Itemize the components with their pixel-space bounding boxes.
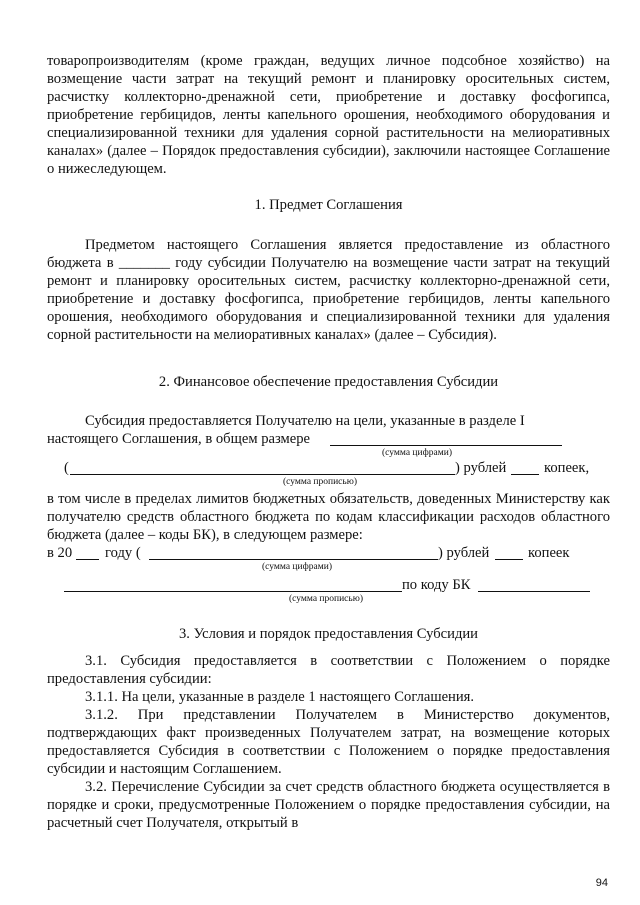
section-3-heading: 3. Условия и порядок предоставления Субсидии — [179, 626, 478, 642]
caption-sum-digits-1: (сумма цифрами) — [382, 448, 452, 458]
caption-sum-words-1: (сумма прописью) — [283, 477, 357, 487]
section-2-line-1: Субсидия предоставляется Получателю на цели, указанные в разделе I — [85, 413, 525, 429]
year-sum-blank — [149, 559, 438, 560]
page-number: 94 — [595, 877, 608, 889]
section-2-heading: 2. Финансовое обеспечение предоставления Субсидии — [158, 374, 499, 390]
line-3-kopecks: копеек, — [544, 460, 590, 476]
year-blank — [76, 559, 99, 560]
bk-label: по коду БК — [402, 577, 471, 593]
sum-words-blank-2 — [64, 591, 402, 592]
section-3-2: 3.2. Перечисление Субсидии за счет средств областного бюджета осуществляется в порядке и сроки, предусмотренные Положением о порядке предоставления субсидии, на расчетный счет Получателя, открытый в — [47, 779, 610, 831]
section-2-line-2: настоящего Соглашения, в общем размере — [47, 431, 311, 447]
kopecks-blank-1 — [511, 474, 539, 475]
year-line-rubles: ) рублей — [438, 545, 490, 561]
section-3-1-1: 3.1.1. На цели, указанные в разделе 1 настоящего Соглашения. — [85, 689, 475, 705]
section-2-paragraph: в том числе в пределах лимитов бюджетных обязательств, доведенных Министерству как получателю средств областного бюджета по кодам классификации расходов областного бюджета (далее – коды БК), в следующем размере: — [47, 491, 610, 543]
caption-sum-words-2: (сумма прописью) — [289, 594, 363, 604]
line-3-open-paren: ( — [64, 460, 69, 476]
caption-sum-digits-2: (сумма цифрами) — [262, 562, 332, 572]
section-1-paragraph: Предметом настоящего Соглашения является предоставление из областного бюджета в _______ году субсидии Получателю на возмещение части затрат на текущий ремонт и планировку оросительных систем, расчистку коллекторно-дренажной сети, приобретение и доставку фосфогипса, приобретение гербицидов, ленты капельного орошения, необходимого оборудования и специализированной техники для удаления сорной растительности на мелиоративных каналах» (далее – Субсидия). — [47, 237, 610, 343]
section-1-heading: 1. Предмет Соглашения — [254, 197, 403, 213]
year-line-kopecks: копеек — [528, 545, 570, 561]
section-3-1: 3.1. Субсидия предоставляется в соответствии с Положением о порядке предоставления субсидии: — [47, 653, 610, 687]
sum-words-blank-1 — [70, 474, 455, 475]
sum-digits-blank — [330, 445, 562, 446]
intro-paragraph: товаропроизводителям (кроме граждан, ведущих личное подсобное хозяйство) на возмещение части затрат на текущий ремонт и планировку оросительных систем, расчистку коллекторно-дренажной сети, приобретение и доставку фосфогипса, приобретение гербицидов, ленты капельного орошения, необходимого оборудования и специализированной техники для удаления сорной растительности на мелиоративных каналах» (далее – Порядок предоставления субсидии), заключили настоящее Соглашение о нижеследующем. — [47, 53, 610, 177]
kopecks-blank-2 — [495, 559, 523, 560]
year-line-year: году ( — [105, 545, 141, 561]
year-line-prefix: в 20 — [47, 545, 73, 561]
line-3-rubles: ) рублей — [455, 460, 507, 476]
bk-code-blank — [478, 591, 590, 592]
section-3-1-2: 3.1.2. При представлении Получателем в Министерство документов, подтверждающих факт произведенных Получателем затрат, на возмещение которых предоставляется Субсидия в соответствии с Положением о порядке предоставления субсидии и настоящим Соглашением. — [47, 707, 610, 777]
